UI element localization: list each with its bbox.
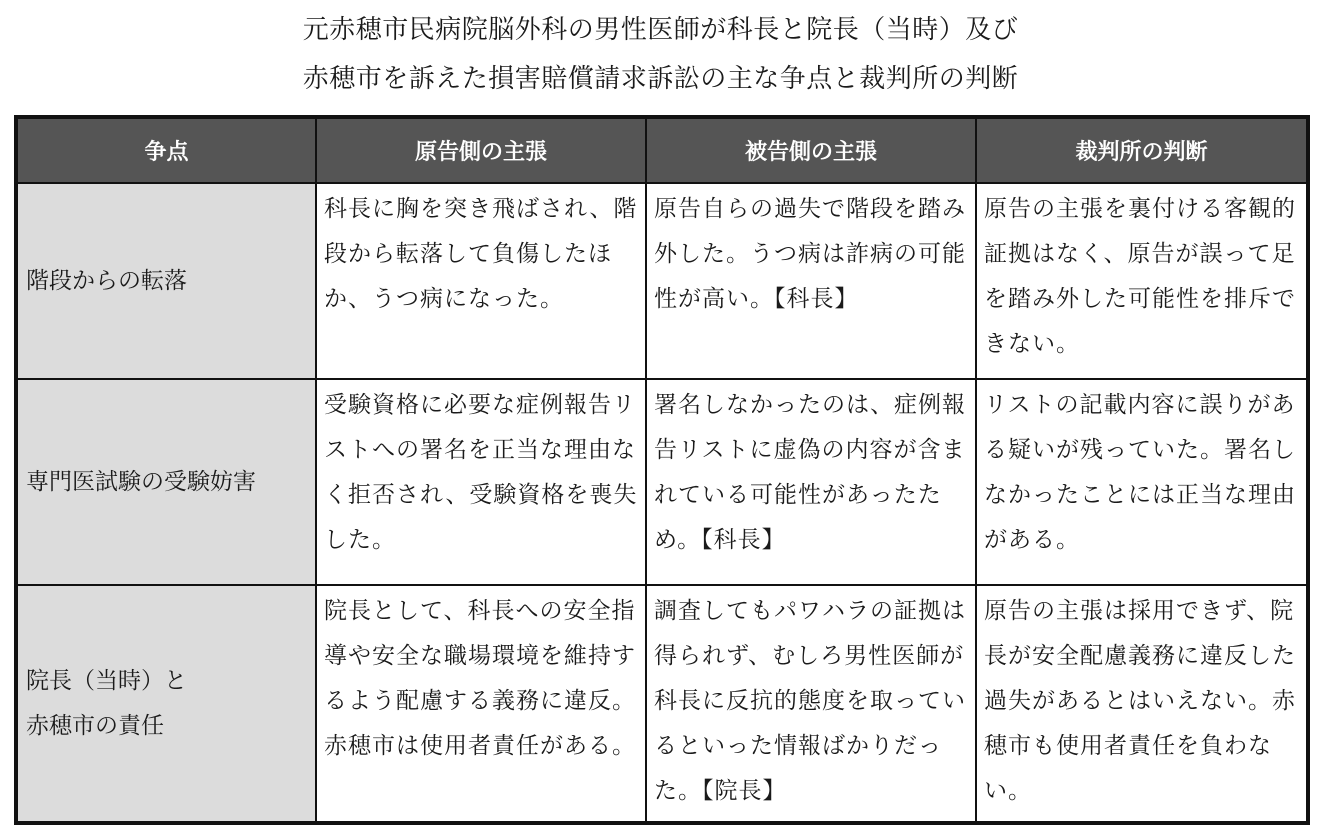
issue-label-line-1: 院長（当時）と: [26, 667, 187, 694]
title-line-2: 赤穂市を訴えた損害賠償請求訴訟の主な争点と裁判所の判断: [302, 64, 1019, 94]
title-line-1: 元赤穂市民病院脳外科の男性医師が科長と院長（当時）及び: [302, 15, 1019, 45]
header-issue: 争点: [16, 117, 316, 183]
court-judgment-cell: リストの記載内容に誤りがある疑いが残っていた。署名しなかったことには正当な理由がある。: [976, 379, 1308, 585]
table-header-row: [16, 117, 1308, 183]
court-judgment-cell: 原告の主張を裏付ける客観的証拠はなく、原告が誤って足を踏み外した可能性を排斥できない。: [976, 183, 1308, 379]
document-title: [0, 6, 1321, 104]
issue-label: 階段からの転落: [26, 267, 187, 294]
plaintiff-claim-cell: 受験資格に必要な症例報告リストへの署名を正当な理由なく拒否され、受験資格を喪失した。: [316, 379, 646, 585]
header-court-judgment: 裁判所の判断: [976, 117, 1308, 183]
issue-label: 専門医試験の受験妨害: [26, 468, 256, 495]
table-row: [16, 183, 1308, 379]
issue-cell: [16, 379, 316, 585]
defendant-claim-cell: 原告自らの過失で階段を踏み外した。うつ病は詐病の可能性が高い。【科長】: [646, 183, 976, 379]
plaintiff-claim-cell: 院長として、科長への安全指導や安全な職場環境を維持するよう配慮する義務に違反。赤穂市は使用者責任がある。: [316, 585, 646, 823]
defendant-claim-cell: 調査してもパワハラの証拠は得られず、むしろ男性医師が科長に反抗的態度を取っているといった情報ばかりだった。【院長】: [646, 585, 976, 823]
header-plaintiff-claim: 原告側の主張: [316, 117, 646, 183]
defendant-claim-cell: 署名しなかったのは、症例報告リストに虚偽の内容が含まれている可能性があったため。【科長】: [646, 379, 976, 585]
table-row: [16, 585, 1308, 823]
issue-cell: [16, 585, 316, 823]
header-defendant-claim: 被告側の主張: [646, 117, 976, 183]
plaintiff-claim-cell: 科長に胸を突き飛ばされ、階段から転落して負傷したほか、うつ病になった。: [316, 183, 646, 379]
issue-cell: [16, 183, 316, 379]
issue-label-line-2: 赤穂市の責任: [26, 712, 164, 739]
issues-table: [14, 115, 1310, 825]
court-judgment-cell: 原告の主張は採用できず、院長が安全配慮義務に違反した過失があるとはいえない。赤穂市も使用者責任を負わない。: [976, 585, 1308, 823]
table-row: [16, 379, 1308, 585]
